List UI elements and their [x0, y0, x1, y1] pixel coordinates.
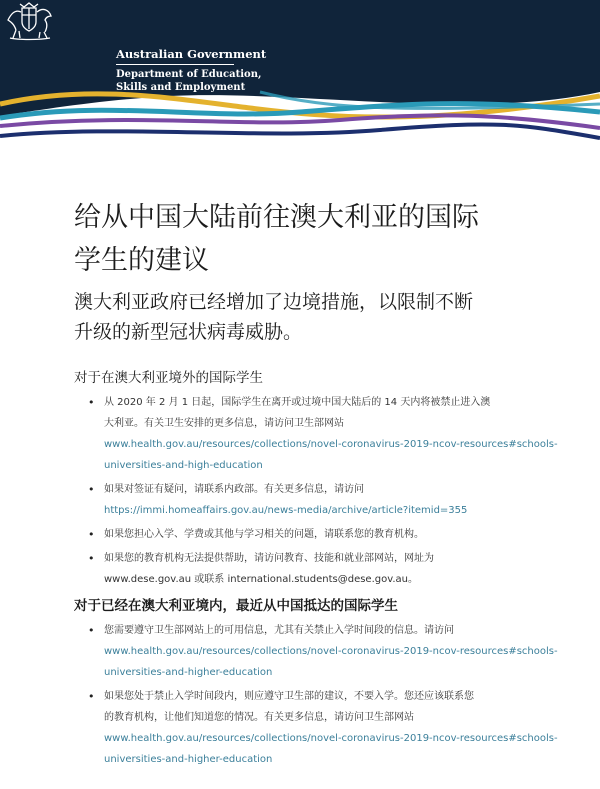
health-resources-link[interactable]: www.health.gov.au/resources/collections/novel-coronavirus-2019-ncov-resources#schools- — [104, 733, 558, 744]
list-item — [104, 548, 564, 590]
advice-list — [74, 620, 564, 770]
wordmark-divider — [116, 64, 234, 65]
page-subtitle — [74, 287, 544, 347]
item-text: 如果您处于禁止入学时间段内，则应遵守卫生部的建议，不要入学。您还应该联系您 — [104, 691, 474, 702]
list-item — [104, 524, 564, 545]
page-title — [74, 196, 544, 282]
item-text: 从 2020 年 2 月 1 日起，国际学生在离开或过境中国大陆后的 14 天内将被禁止进入澳 — [104, 397, 491, 408]
item-text: 如果对签证有疑问，请联系内政部。有关更多信息，请访问 — [104, 484, 364, 495]
list-item — [104, 392, 564, 476]
list-item — [104, 620, 564, 683]
health-resources-link-cont[interactable]: universities-and-higher-education — [104, 754, 273, 765]
page-subtitle-line2: 升级的新型冠状病毒威胁。 — [74, 321, 303, 343]
list-item — [104, 686, 564, 770]
item-text: 如果您担心入学、学费或其他与学习相关的问题，请联系您的教育机构。 — [104, 529, 424, 540]
section-heading: 对于已经在澳大利亚境内，最近从中国抵达的国际学生 — [74, 598, 398, 614]
department-name-line1: Department of Education, — [116, 69, 262, 80]
section-inside-australia — [74, 594, 564, 773]
health-resources-link-cont[interactable]: universities-and-high-education — [104, 460, 263, 471]
advice-list — [74, 392, 564, 590]
health-resources-link[interactable]: www.health.gov.au/resources/collections/novel-coronavirus-2019-ncov-resources#schools- — [104, 439, 558, 450]
home-affairs-link[interactable]: https://immi.homeaffairs.gov.au/news-media/archive/article?itemid=355 — [104, 505, 468, 516]
item-text: 如果您的教育机构无法提供帮助，请访问教育、技能和就业部网站，网址为 — [104, 553, 434, 564]
section-heading: 对于在澳大利亚境外的国际学生 — [74, 370, 263, 386]
item-text: 您需要遵守卫生部网站上的可用信息，尤其有关禁止入学时间段的信息。请访问 — [104, 625, 454, 636]
item-text-contact: www.dese.gov.au 或联系 international.students@dese.gov.au。 — [104, 574, 419, 585]
item-text: 大利亚。有关卫生安排的更多信息，请访问卫生部网站 — [104, 418, 344, 429]
department-name-line2: Skills and Employment — [116, 82, 246, 93]
header-background — [0, 0, 600, 150]
list-item — [104, 479, 564, 521]
page-subtitle-line1: 澳大利亚政府已经增加了边境措施，以限制不断 — [74, 291, 474, 313]
section-outside-australia — [74, 366, 564, 593]
page-title-line1: 给从中国大陆前往澳大利亚的国际 — [74, 202, 479, 233]
item-text: 的教育机构，让他们知道您的情况。有关更多信息，请访问卫生部网站 — [104, 712, 414, 723]
coat-of-arms-logo — [0, 0, 58, 44]
health-resources-link[interactable]: www.health.gov.au/resources/collections/novel-coronavirus-2019-ncov-resources#schools- — [104, 646, 558, 657]
header-banner — [0, 0, 600, 150]
government-wordmark — [116, 47, 266, 94]
government-name: Australian Government — [116, 47, 267, 61]
page-title-line2: 学生的建议 — [74, 245, 209, 276]
health-resources-link-cont[interactable]: universities-and-higher-education — [104, 667, 273, 678]
